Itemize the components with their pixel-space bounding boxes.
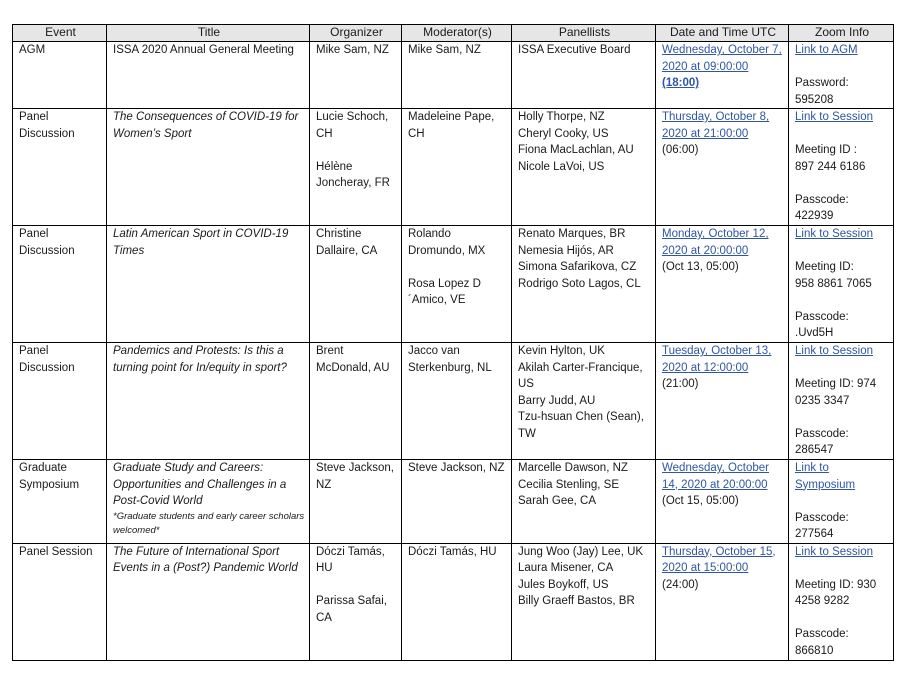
organizer-name: Parissa Safai, CA (316, 595, 387, 624)
title-cell (107, 226, 310, 343)
event-cell (13, 543, 107, 660)
zoom-passcode: Passcode: .Uvd5H (795, 310, 849, 339)
moderator-cell (402, 109, 512, 226)
date-time-link[interactable]: Monday, October 12, 2020 at 20:00:00 (662, 228, 769, 257)
organizer-name: Steve Jackson, NZ (316, 462, 394, 491)
panellists-list: Renato Marques, BR Nemesia Hijós, AR Simona Safarikova, CZ Rodrigo Soto Lagos, CL (518, 228, 641, 290)
organizer-cell (310, 543, 402, 660)
date-cell (656, 226, 789, 343)
moderator-cell (402, 226, 512, 343)
zoom-link[interactable]: Link to Session (795, 345, 873, 357)
header-date-time: Date and Time UTC (656, 25, 789, 42)
zoom-cell (789, 42, 894, 109)
local-time: (Oct 13, 05:00) (662, 261, 739, 273)
event-title: The Consequences of COVID-19 for Women’s Sport (113, 111, 299, 140)
event-type: Panel Discussion (19, 111, 75, 140)
zoom-cell (789, 460, 894, 544)
event-title: Graduate Study and Careers: Opportunities and Challenges in a Post-Covid World (113, 462, 287, 507)
event-cell (13, 226, 107, 343)
table-row (13, 109, 894, 226)
moderator-name: Madeleine Pape, CH (408, 111, 495, 140)
events-schedule-table (12, 24, 894, 661)
date-cell (656, 460, 789, 544)
table-row (13, 343, 894, 460)
date-time-link[interactable]: Thursday, October 15, 2020 at 15:00:00 (662, 545, 776, 574)
local-time: (06:00) (662, 144, 699, 156)
organizer-cell (310, 460, 402, 544)
panellists-cell (512, 42, 656, 109)
event-title: Pandemics and Protests: Is this a turning point for In/equity in sport? (113, 345, 287, 374)
zoom-passcode: Passcode: 286547 (795, 427, 849, 456)
date-time-link[interactable]: Wednesday, October 14, 2020 at 20:00:00 (662, 462, 769, 491)
date-cell (656, 109, 789, 226)
table-row (13, 543, 894, 660)
panellists-cell (512, 543, 656, 660)
moderator-name: Mike Sam, NZ (408, 44, 481, 56)
title-cell (107, 109, 310, 226)
zoom-meeting-id: Meeting ID: 930 4258 9282 (795, 578, 877, 607)
moderator-name: Rolando Dromundo, MX (408, 228, 486, 257)
header-organizer: Organizer (310, 25, 402, 42)
zoom-link[interactable]: Link to Symposium (795, 462, 856, 491)
date-cell (656, 343, 789, 460)
title-cell (107, 460, 310, 544)
local-time: (Oct 15, 05:00) (662, 495, 739, 507)
zoom-passcode: Passcode: 422939 (795, 193, 849, 222)
zoom-meeting-id: Meeting ID: 974 0235 3347 (795, 378, 877, 407)
date-time-link[interactable] (662, 44, 782, 89)
header-panellists: Panellists (512, 25, 656, 42)
organizer-name: Christine Dallaire, CA (316, 228, 378, 257)
header-zoom-info: Zoom Info (789, 25, 894, 42)
zoom-cell (789, 109, 894, 226)
organizer-cell (310, 42, 402, 109)
organizer-name: Brent McDonald, AU (316, 345, 390, 374)
moderator-name: Rosa Lopez D´Amico, VE (408, 277, 481, 306)
zoom-link[interactable]: Link to Session (795, 111, 873, 123)
moderator-cell (402, 42, 512, 109)
zoom-meeting-id: Meeting ID : 897 244 6186 (795, 144, 866, 173)
zoom-meeting-id: Meeting ID: 958 8861 7065 (795, 261, 872, 290)
event-type: AGM (19, 44, 46, 56)
event-type: Panel Discussion (19, 228, 75, 257)
header-event: Event (13, 25, 107, 42)
event-cell (13, 109, 107, 226)
moderator-cell (402, 460, 512, 544)
panellists-cell (512, 343, 656, 460)
table-row (13, 460, 894, 544)
event-title-note: *Graduate students and early career scholars welcomed* (113, 510, 305, 536)
zoom-password: Password: 595208 (795, 77, 849, 106)
moderator-name: Steve Jackson, NZ (408, 462, 505, 474)
zoom-passcode: Passcode: 277564 (795, 511, 849, 540)
event-title: Latin American Sport in COVID-19 Times (113, 228, 289, 257)
organizer-name: Mike Sam, NZ (316, 44, 389, 56)
zoom-passcode: Passcode: 866810 (795, 628, 849, 657)
panellists-cell (512, 460, 656, 544)
table-row (13, 42, 894, 109)
zoom-link[interactable]: Link to AGM (795, 44, 858, 56)
panellists-cell (512, 109, 656, 226)
event-type: Graduate Symposium (19, 462, 80, 491)
header-title: Title (107, 25, 310, 42)
zoom-link[interactable]: Link to Session (795, 228, 873, 240)
panellists-list: Marcelle Dawson, NZ Cecilia Stenling, SE Sarah Gee, CA (518, 462, 628, 507)
date-cell (656, 42, 789, 109)
table-header-row (13, 25, 894, 42)
zoom-cell (789, 226, 894, 343)
title-cell (107, 543, 310, 660)
title-cell (107, 343, 310, 460)
local-time: (24:00) (662, 578, 699, 591)
organizer-cell (310, 109, 402, 226)
date-time-link[interactable]: Tuesday, October 13, 2020 at 12:00:00 (662, 345, 772, 374)
title-cell (107, 42, 310, 109)
event-title: The Future of International Sport Events in a (Post?) Pandemic World (113, 545, 298, 574)
date-cell (656, 543, 789, 660)
zoom-link[interactable]: Link to Session (795, 545, 873, 558)
panellists-list: Holly Thorpe, NZ Cheryl Cooky, US Fiona MacLachlan, AU Nicole LaVoi, US (518, 111, 634, 173)
organizer-cell (310, 226, 402, 343)
local-time: (21:00) (662, 378, 699, 390)
local-time-bold: (18:00) (662, 77, 700, 89)
moderator-name: Dóczi Tamás, HU (408, 545, 497, 558)
date-time-link[interactable]: Thursday, October 8, 2020 at 21:00:00 (662, 111, 770, 140)
organizer-name: Dóczi Tamás, HU (316, 545, 385, 574)
event-cell (13, 42, 107, 109)
event-title: ISSA 2020 Annual General Meeting (113, 44, 294, 56)
organizer-name: Lucie Schoch, CH (316, 111, 389, 140)
event-cell (13, 343, 107, 460)
panellists-cell (512, 226, 656, 343)
date-time-text: Wednesday, October 7, 2020 at 09:00:00 (662, 44, 782, 73)
organizer-name: Hélène Joncheray, FR (316, 160, 390, 189)
table-row (13, 226, 894, 343)
moderator-cell (402, 343, 512, 460)
panellists-list: ISSA Executive Board (518, 44, 631, 56)
moderator-cell (402, 543, 512, 660)
panellists-list: Jung Woo (Jay) Lee, UK Laura Misener, CA Jules Boykoff, US Billy Graeff Bastos, BR (518, 545, 644, 607)
organizer-cell (310, 343, 402, 460)
zoom-cell (789, 343, 894, 460)
moderator-name: Jacco van Sterkenburg, NL (408, 345, 492, 374)
event-type: Panel Discussion (19, 345, 75, 374)
event-type: Panel Session (19, 545, 93, 558)
panellists-list: Kevin Hylton, UK Akilah Carter-Francique, US Barry Judd, AU Tzu-hsuan Chen (Sean), TW (518, 345, 644, 440)
event-cell (13, 460, 107, 544)
header-moderators: Moderator(s) (402, 25, 512, 42)
zoom-cell (789, 543, 894, 660)
